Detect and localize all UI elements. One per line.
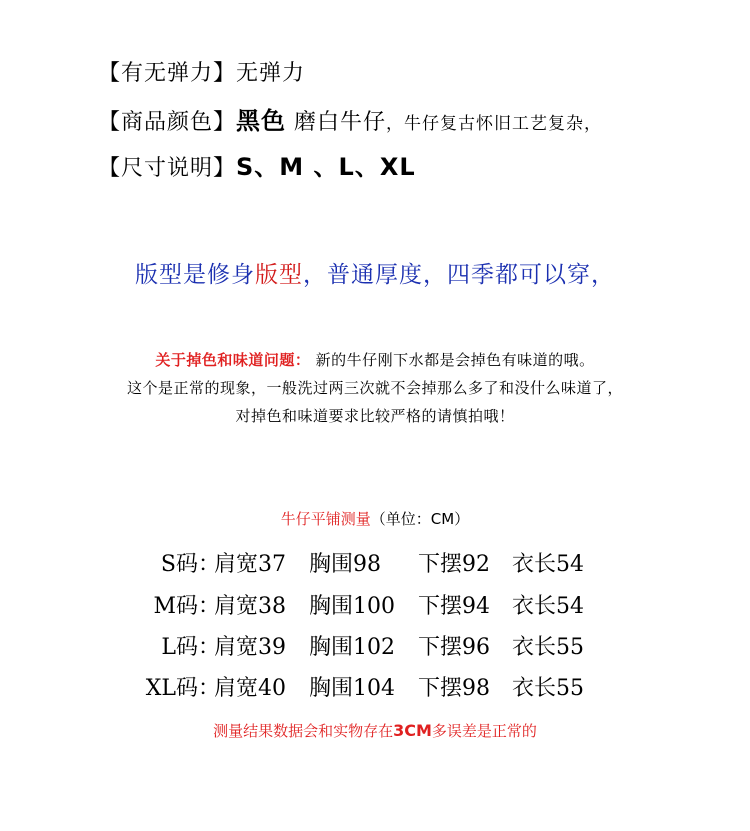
- size-label: M码：: [153, 594, 220, 619]
- measure-heading: 牛仔平铺测量: [280, 510, 371, 528]
- length-value: 衣长54: [512, 552, 584, 577]
- chest-value: 胸围100: [309, 594, 395, 619]
- disclaimer-part3: 多误差是正常的: [431, 722, 537, 740]
- spec-label: 【有无弹力】: [98, 61, 237, 86]
- fit-part3: ，普通厚度，四季都可以穿，: [303, 262, 615, 288]
- length-value: 衣长55: [512, 676, 584, 701]
- shoulder-value: 肩宽39: [214, 635, 286, 660]
- length-value: 衣长54: [512, 594, 584, 619]
- shoulder-value: 肩宽40: [214, 676, 286, 701]
- measure-title: [0, 508, 750, 529]
- spec-value-bold: 黑色: [236, 107, 287, 135]
- notice-line2: 这个是正常的现象，一般洗过两三次就不会掉那么多了和没什么味道了，: [126, 379, 623, 397]
- notice-text1: 新的牛仔刚下水都是会掉色有味道的哦。: [310, 351, 595, 369]
- hem-value: 下摆92: [418, 552, 490, 577]
- hem-value: 下摆96: [418, 635, 490, 660]
- spec-value: 磨白牛仔: [286, 110, 387, 135]
- shoulder-value: 肩宽38: [214, 594, 286, 619]
- notice-line1: [0, 349, 750, 370]
- fit-part2: 版型: [255, 262, 303, 288]
- spec-size: [98, 147, 416, 182]
- notice-title: 关于掉色和味道问题：: [155, 351, 311, 369]
- spec-note: ，牛仔复古怀旧工艺复杂，: [386, 114, 603, 134]
- fit-part1: 版型是修身: [135, 262, 255, 288]
- chest-value: 胸围98: [309, 552, 381, 577]
- measurement-disclaimer: [0, 720, 750, 741]
- spec-label: 【尺寸说明】: [98, 156, 237, 181]
- hem-value: 下摆98: [418, 676, 490, 701]
- notice-line3: 对掉色和味道要求比较严格的请慎拍哦！: [235, 407, 515, 425]
- spec-value: S、M 、L、XL: [236, 153, 416, 181]
- length-value: 衣长55: [512, 635, 584, 660]
- chest-value: 胸围104: [309, 676, 395, 701]
- measure-unit: （单位：CM）: [370, 510, 470, 528]
- shoulder-value: 肩宽37: [214, 552, 286, 577]
- size-label: L码：: [161, 635, 220, 660]
- disclaimer-part2: 3CM: [393, 721, 432, 740]
- size-label: XL码：: [145, 676, 220, 701]
- disclaimer-part1: 测量结果数据会和实物存在: [213, 722, 394, 740]
- spec-value: 无弹力: [236, 61, 306, 86]
- fit-description: [0, 256, 750, 289]
- spec-color: [98, 101, 602, 136]
- spec-label: 【商品颜色】: [98, 110, 237, 135]
- chest-value: 胸围102: [309, 635, 395, 660]
- size-label: S码：: [160, 552, 220, 577]
- spec-elasticity: [98, 56, 305, 87]
- hem-value: 下摆94: [418, 594, 490, 619]
